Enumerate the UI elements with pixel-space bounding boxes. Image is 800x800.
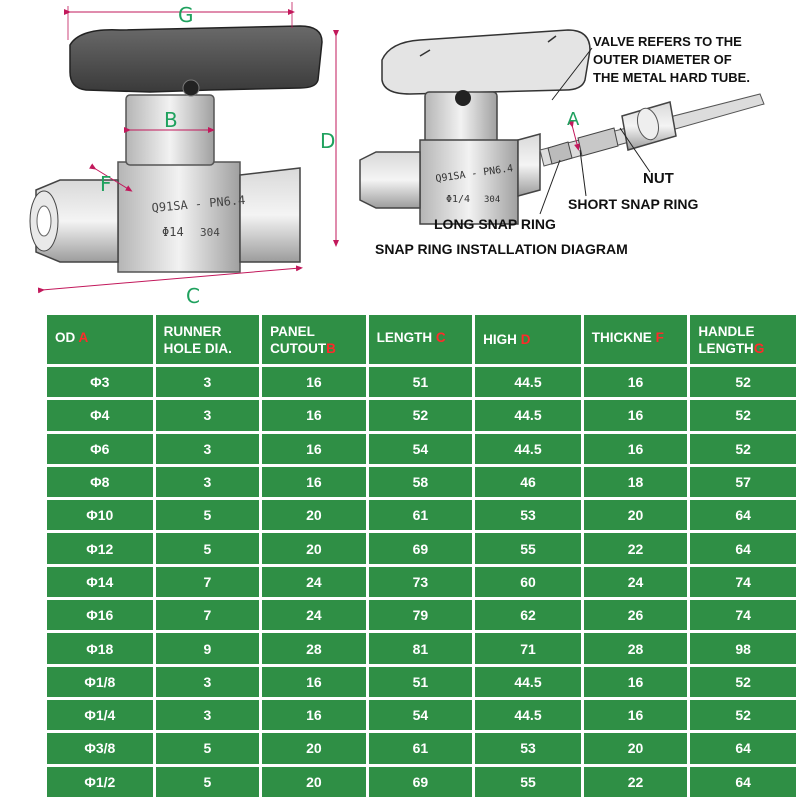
cell-high: 44.5 [475, 667, 581, 697]
table-row [47, 700, 796, 730]
cell-od: Φ1/8 [47, 667, 153, 697]
cell-thickness: 16 [584, 400, 688, 430]
cell-high: 44.5 [475, 434, 581, 464]
cell-handle-length: 64 [690, 733, 796, 763]
table-body [47, 367, 796, 797]
header-handle-line2: LENGTH [698, 340, 754, 356]
cell-runner-hole: 3 [156, 467, 260, 497]
label-long-snap-ring: LONG SNAP RING [434, 216, 556, 232]
right-marking-size: Φ1/4 [446, 194, 471, 205]
right-marking-material: 304 [484, 195, 501, 205]
header-high [475, 315, 581, 364]
header-panel-letter: B [326, 340, 336, 356]
cell-od: Φ1/2 [47, 767, 153, 797]
cell-panel-cutout: 16 [262, 700, 366, 730]
cell-length: 58 [369, 467, 473, 497]
cell-length: 51 [369, 367, 473, 397]
cell-runner-hole: 3 [156, 400, 260, 430]
cell-handle-length: 52 [690, 434, 796, 464]
cell-od: Φ18 [47, 633, 153, 663]
diagram-title: SNAP RING INSTALLATION DIAGRAM [375, 241, 628, 257]
cell-thickness: 20 [584, 500, 688, 530]
cell-panel-cutout: 20 [262, 733, 366, 763]
cell-high: 62 [475, 600, 581, 630]
dimension-letter-f: F [100, 172, 112, 196]
cell-runner-hole: 5 [156, 500, 260, 530]
cell-panel-cutout: 16 [262, 367, 366, 397]
cell-panel-cutout: 16 [262, 434, 366, 464]
cell-handle-length: 52 [690, 400, 796, 430]
header-od-text: OD [55, 330, 76, 345]
cell-od: Φ3 [47, 367, 153, 397]
cell-thickness: 16 [584, 434, 688, 464]
header-handle-letter: G [753, 340, 765, 356]
header-panel-line1: PANEL [270, 323, 315, 339]
cell-thickness: 22 [584, 533, 688, 563]
cell-thickness: 16 [584, 367, 688, 397]
spec-table [44, 312, 799, 800]
cell-length: 69 [369, 767, 473, 797]
cell-od: Φ8 [47, 467, 153, 497]
cell-od: Φ4 [47, 400, 153, 430]
label-nut: NUT [643, 170, 674, 187]
cell-length: 54 [369, 700, 473, 730]
cell-thickness: 22 [584, 767, 688, 797]
cell-runner-hole: 7 [156, 600, 260, 630]
cell-od: Φ3/8 [47, 733, 153, 763]
cell-panel-cutout: 16 [262, 400, 366, 430]
cell-runner-hole: 3 [156, 700, 260, 730]
cell-handle-length: 74 [690, 567, 796, 597]
table-row [47, 667, 796, 697]
table-row [47, 400, 796, 430]
cell-runner-hole: 9 [156, 633, 260, 663]
cell-thickness: 20 [584, 733, 688, 763]
header-length [369, 315, 473, 364]
table-header-row [47, 315, 796, 364]
cell-high: 44.5 [475, 367, 581, 397]
cell-runner-hole: 3 [156, 667, 260, 697]
table-row [47, 467, 796, 497]
cell-length: 52 [369, 400, 473, 430]
header-panel-cutout [262, 315, 366, 364]
table-row [47, 633, 796, 663]
cell-handle-length: 64 [690, 533, 796, 563]
cell-length: 73 [369, 567, 473, 597]
cell-panel-cutout: 20 [262, 767, 366, 797]
cell-handle-length: 52 [690, 667, 796, 697]
right-marking-model: Q91SA - PN6.4 [434, 163, 514, 185]
cell-runner-hole: 7 [156, 567, 260, 597]
cell-runner-hole: 5 [156, 733, 260, 763]
cell-length: 79 [369, 600, 473, 630]
dimension-letter-b: B [164, 108, 178, 132]
spec-table-wrap [44, 312, 799, 800]
cell-high: 71 [475, 633, 581, 663]
header-thickness [584, 315, 688, 364]
cell-runner-hole: 5 [156, 767, 260, 797]
valve-marking-size: Φ14 [162, 225, 184, 239]
cell-high: 44.5 [475, 700, 581, 730]
cell-thickness: 24 [584, 567, 688, 597]
header-thickness-letter: F [655, 330, 664, 345]
header-length-letter: C [435, 330, 446, 345]
dimension-letter-g: G [178, 3, 194, 27]
cell-panel-cutout: 24 [262, 600, 366, 630]
cell-high: 55 [475, 533, 581, 563]
cell-od: Φ16 [47, 600, 153, 630]
label-short-snap-ring: SHORT SNAP RING [568, 196, 699, 212]
cell-length: 69 [369, 533, 473, 563]
cell-thickness: 28 [584, 633, 688, 663]
cell-length: 51 [369, 667, 473, 697]
note-line-1: VALVE REFERS TO THE [593, 34, 742, 49]
cell-high: 44.5 [475, 400, 581, 430]
cell-handle-length: 57 [690, 467, 796, 497]
table-row [47, 434, 796, 464]
dimension-letter-c: C [186, 284, 200, 308]
cell-panel-cutout: 16 [262, 467, 366, 497]
header-panel-line2: CUTOUT [270, 340, 327, 356]
cell-length: 54 [369, 434, 473, 464]
dimension-letter-a: A [567, 109, 580, 130]
header-runner-hole [156, 315, 260, 364]
table-row [47, 733, 796, 763]
table-row [47, 500, 796, 530]
table-row [47, 600, 796, 630]
annotation-note [593, 33, 750, 87]
cell-thickness: 16 [584, 700, 688, 730]
cell-runner-hole: 5 [156, 533, 260, 563]
cell-runner-hole: 3 [156, 434, 260, 464]
valve-marking-model: Q91SA - PN6.4 [151, 192, 246, 215]
cell-high: 55 [475, 767, 581, 797]
cell-handle-length: 64 [690, 500, 796, 530]
cell-panel-cutout: 24 [262, 567, 366, 597]
cell-runner-hole: 3 [156, 367, 260, 397]
cell-high: 53 [475, 500, 581, 530]
header-handle-length [690, 315, 796, 364]
header-high-text: HIGH [483, 332, 517, 347]
table-row [47, 533, 796, 563]
table-row [47, 567, 796, 597]
table-row [47, 767, 796, 797]
header-length-text: LENGTH [376, 330, 433, 345]
cell-length: 61 [369, 500, 473, 530]
cell-handle-length: 52 [690, 700, 796, 730]
cell-handle-length: 98 [690, 633, 796, 663]
cell-panel-cutout: 20 [262, 533, 366, 563]
cell-handle-length: 74 [690, 600, 796, 630]
cell-panel-cutout: 20 [262, 500, 366, 530]
valve-marking-material: 304 [200, 226, 220, 239]
note-line-2: OUTER DIAMETER OF [593, 52, 732, 67]
cell-length: 61 [369, 733, 473, 763]
cell-od: Φ12 [47, 533, 153, 563]
header-runner-line1: RUNNER [163, 323, 222, 339]
cell-high: 46 [475, 467, 581, 497]
cell-thickness: 16 [584, 667, 688, 697]
cell-handle-length: 64 [690, 767, 796, 797]
header-high-letter: D [520, 332, 531, 347]
header-runner-line2: HOLE DIA. [163, 340, 232, 356]
dimension-letter-d: D [320, 129, 336, 153]
cell-od: Φ1/4 [47, 700, 153, 730]
header-handle-line1: HANDLE [698, 323, 755, 339]
cell-od: Φ14 [47, 567, 153, 597]
cell-od: Φ6 [47, 434, 153, 464]
cell-length: 81 [369, 633, 473, 663]
cell-thickness: 18 [584, 467, 688, 497]
valve-figure [0, 0, 800, 310]
cell-panel-cutout: 28 [262, 633, 366, 663]
cell-thickness: 26 [584, 600, 688, 630]
cell-panel-cutout: 16 [262, 667, 366, 697]
header-thickness-text: THICKNE [591, 330, 652, 345]
cell-high: 60 [475, 567, 581, 597]
note-line-3: THE METAL HARD TUBE. [593, 70, 750, 85]
table-row [47, 367, 796, 397]
left-valve [30, 2, 336, 290]
header-od-letter: A [78, 330, 89, 345]
header-od [47, 315, 153, 364]
cell-od: Φ10 [47, 500, 153, 530]
cell-high: 53 [475, 733, 581, 763]
cell-handle-length: 52 [690, 367, 796, 397]
